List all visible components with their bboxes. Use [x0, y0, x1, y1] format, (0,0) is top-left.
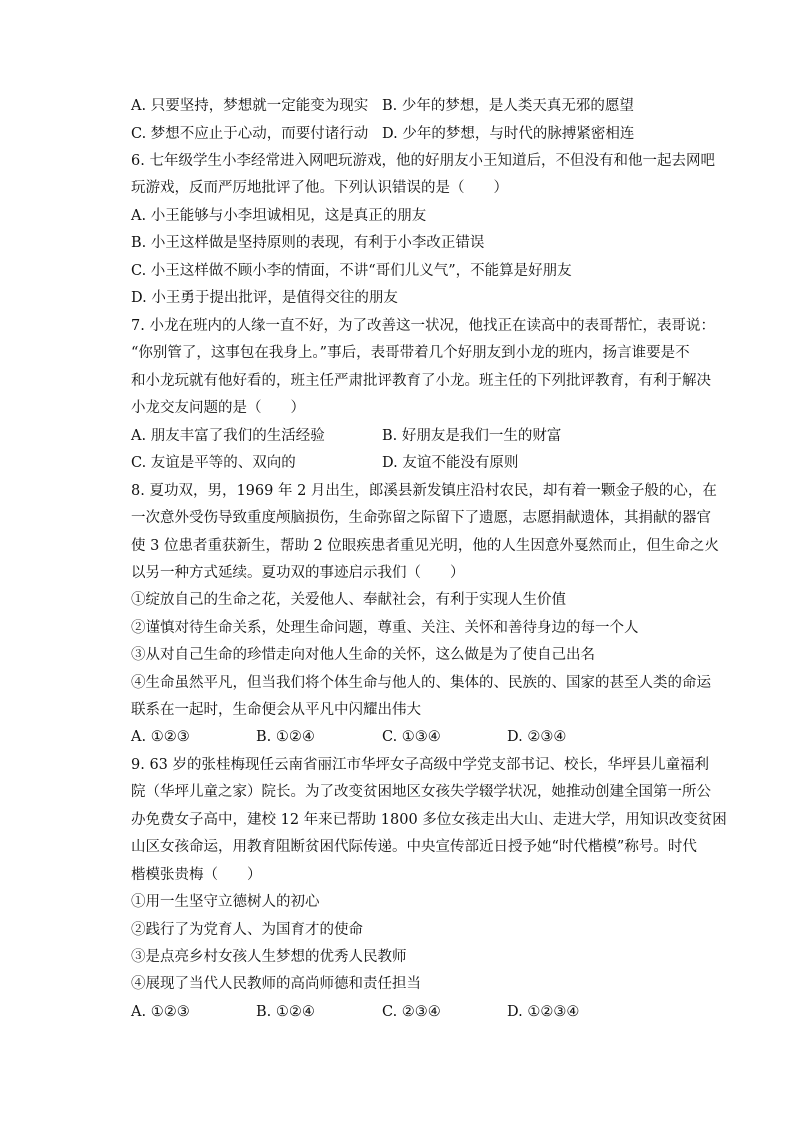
q8-statement-4-line-2: 联系在一起时，生命便会从平凡中闪耀出伟大 [131, 702, 421, 718]
q7-stem-line-3: 和小龙玩就有他好看的，班主任严肃批评教育了小龙。班主任的下列批评教育，有利于解决 [131, 373, 711, 389]
q8-option-d: D. ②③④ [507, 729, 567, 745]
q8-statement-3: ③从对自己生命的珍惜走向对他人生命的关怀，这么做是为了使自己出名 [131, 647, 595, 663]
q9-statement-4: ④展现了当代人民教师的高尚师德和责任担当 [131, 976, 421, 992]
q6-stem-line-2: 玩游戏，反而严厉地批评了他。下列认识错误的是（ ） [131, 180, 508, 196]
q8-statement-1: ①绽放自己的生命之花，关爱他人、奉献社会，有利于实现人生价值 [131, 592, 566, 608]
q8-stem-line-2: 一次意外受伤导致重度颅脑损伤，生命弥留之际留下了遗愿，志愿捐献遗体，其捐献的器官 [131, 510, 711, 526]
q5-option-c: C. 梦想不应止于心动，而要付诸行动 [131, 126, 369, 142]
q8-statement-4-line-1: ④生命虽然平凡，但当我们将个体生命与他人的、集体的、民族的、国家的甚至人类的命运 [131, 675, 711, 691]
q8-option-b: B. ①②④ [256, 729, 315, 745]
q7-option-b: B. 好朋友是我们一生的财富 [382, 428, 562, 444]
q8-option-c: C. ①③④ [382, 729, 441, 745]
q7-option-d: D. 友谊不能没有原则 [382, 455, 519, 471]
q5-option-b: B. 少年的梦想，是人类天真无邪的愿望 [382, 98, 634, 114]
q9-option-b: B. ①②④ [256, 1004, 315, 1020]
q6-option-a: A. 小王能够与小李坦诚相见，这是真正的朋友 [131, 208, 427, 224]
q6-stem-line-1: 6. 七年级学生小李经常进入网吧玩游戏，他的好朋友小王知道后，不但没有和他一起去网吧 [131, 153, 715, 169]
q9-statement-3: ③是点亮乡村女孩人生梦想的优秀人民教师 [131, 949, 407, 965]
q9-option-a: A. ①②③ [131, 1004, 190, 1020]
q9-statement-1: ①用一生坚守立德树人的初心 [131, 894, 320, 910]
q9-statement-2: ②践行了为党育人、为国育才的使命 [131, 922, 363, 938]
q9-stem-line-4: 山区女孩命运，用教育阻断贫困代际传递。中央宣传部近日授予她“时代楷模”称号。时代 [131, 839, 697, 855]
q6-option-d: D. 小王勇于提出批评，是值得交往的朋友 [131, 290, 398, 306]
q7-stem-line-2: “你别管了，这事包在我身上。”事后，表哥带着几个好朋友到小龙的班内，扬言谁要是不 [131, 345, 690, 361]
q6-option-b: B. 小王这样做是坚持原则的表现，有利于小李改正错误 [131, 235, 485, 251]
q7-option-a: A. 朋友丰富了我们的生活经验 [131, 428, 325, 444]
q9-option-c: C. ②③④ [382, 1004, 441, 1020]
q8-statement-2: ②谨慎对待生命关系，处理生命问题，尊重、关注、关怀和善待身边的每一个人 [131, 620, 639, 636]
q9-stem-line-1: 9. 63 岁的张桂梅现任云南省丽江市华坪女子高级中学党支部书记、校长，华坪县儿童福利 [131, 757, 709, 773]
q9-stem-line-3: 办免费女子高中，建校 12 年来已帮助 1800 多位女孩走出大山、走进大学，用知识改变贫困 [131, 812, 727, 828]
q8-stem-line-3: 使 3 位患者重获新生，帮助 2 位眼疾患者重见光明，他的人生因意外戛然而止，但生命之火 [131, 538, 719, 554]
q5-option-d: D. 少年的梦想，与时代的脉搏紧密相连 [382, 126, 635, 142]
q8-option-a: A. ①②③ [131, 729, 190, 745]
q7-option-c: C. 友谊是平等的、双向的 [131, 455, 296, 471]
q7-stem-line-1: 7. 小龙在班内的人缘一直不好，为了改善这一状况，他找正在读高中的表哥帮忙，表哥说： [131, 318, 715, 334]
q6-option-c: C. 小王这样做不顾小李的情面，不讲“哥们儿义气”，不能算是好朋友 [131, 263, 572, 279]
q9-stem-line-5: 楷模张贵梅（ ） [131, 867, 262, 883]
q9-option-d: D. ①②③④ [507, 1004, 580, 1020]
q8-stem-line-4: 以另一种方式延续。夏功双的事迹启示我们（ ） [131, 565, 465, 581]
q8-stem-line-1: 8. 夏功双，男，1969 年 2 月出生，郎溪县新发镇庄沿村农民，却有着一颗金子般的心，在 [131, 483, 717, 499]
q7-stem-line-4: 小龙交友问题的是（ ） [131, 400, 305, 416]
q5-option-a: A. 只要坚持，梦想就一定能变为现实 [131, 98, 369, 114]
q9-stem-line-2: 院（华坪儿童之家）院长。为了改变贫困地区女孩失学辍学状况，她推动创建全国第一所公 [131, 784, 711, 800]
